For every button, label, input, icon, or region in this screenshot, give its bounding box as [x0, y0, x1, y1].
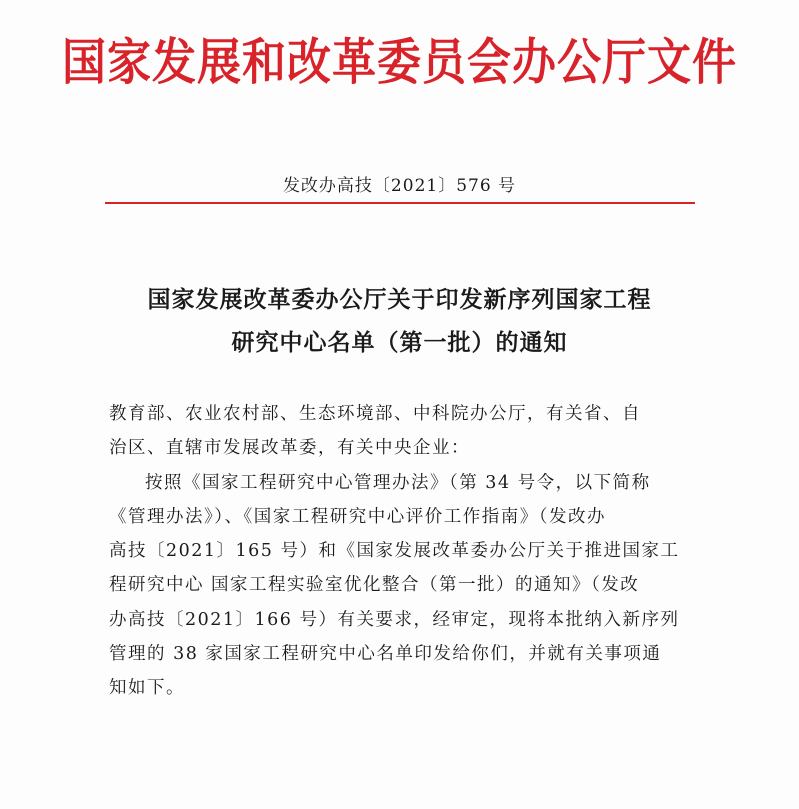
- document-title: [0, 279, 799, 365]
- addressee-line-2: 治区、直辖市发展改革委，有关中央企业：: [109, 438, 470, 459]
- document-masthead: 国家发展和改革委员会办公厅文件: [62, 34, 737, 92]
- title-line-2: 研究中心名单（第一批）的通知: [231, 330, 568, 356]
- document-number: 发改办高技〔2021〕576 号: [282, 176, 517, 196]
- paragraph-line-2: 《管理办法》）、《国家工程研究中心评价工作指南》（发改办: [109, 506, 606, 527]
- paragraph-line-4: 程研究中心 国家工程实验室优化整合（第一批）的通知》（发改: [109, 575, 640, 596]
- paragraph-line-5: 办高技〔2021〕166 号）有关要求，经审定，现将本批纳入新序列: [109, 609, 680, 630]
- document-body: [109, 397, 695, 706]
- title-line-1: 国家发展改革委办公厅关于印发新序列国家工程: [147, 287, 652, 313]
- red-divider: [105, 202, 695, 204]
- paragraph-line-3: 高技〔2021〕165 号）和《国家发展改革委办公厅关于推进国家工: [109, 541, 680, 562]
- paragraph-line-1: 按照《国家工程研究中心管理办法》（第 34 号令，以下简称: [145, 472, 651, 493]
- paragraph-line-6: 管理的 38 家国家工程研究中心名单印发给你们，并就有关事项通: [109, 644, 662, 665]
- paragraph-line-7: 知如下。: [109, 678, 185, 699]
- addressee-line-1: 教育部、农业农村部、生态环境部、中科院办公厅，有关省、自: [109, 404, 641, 424]
